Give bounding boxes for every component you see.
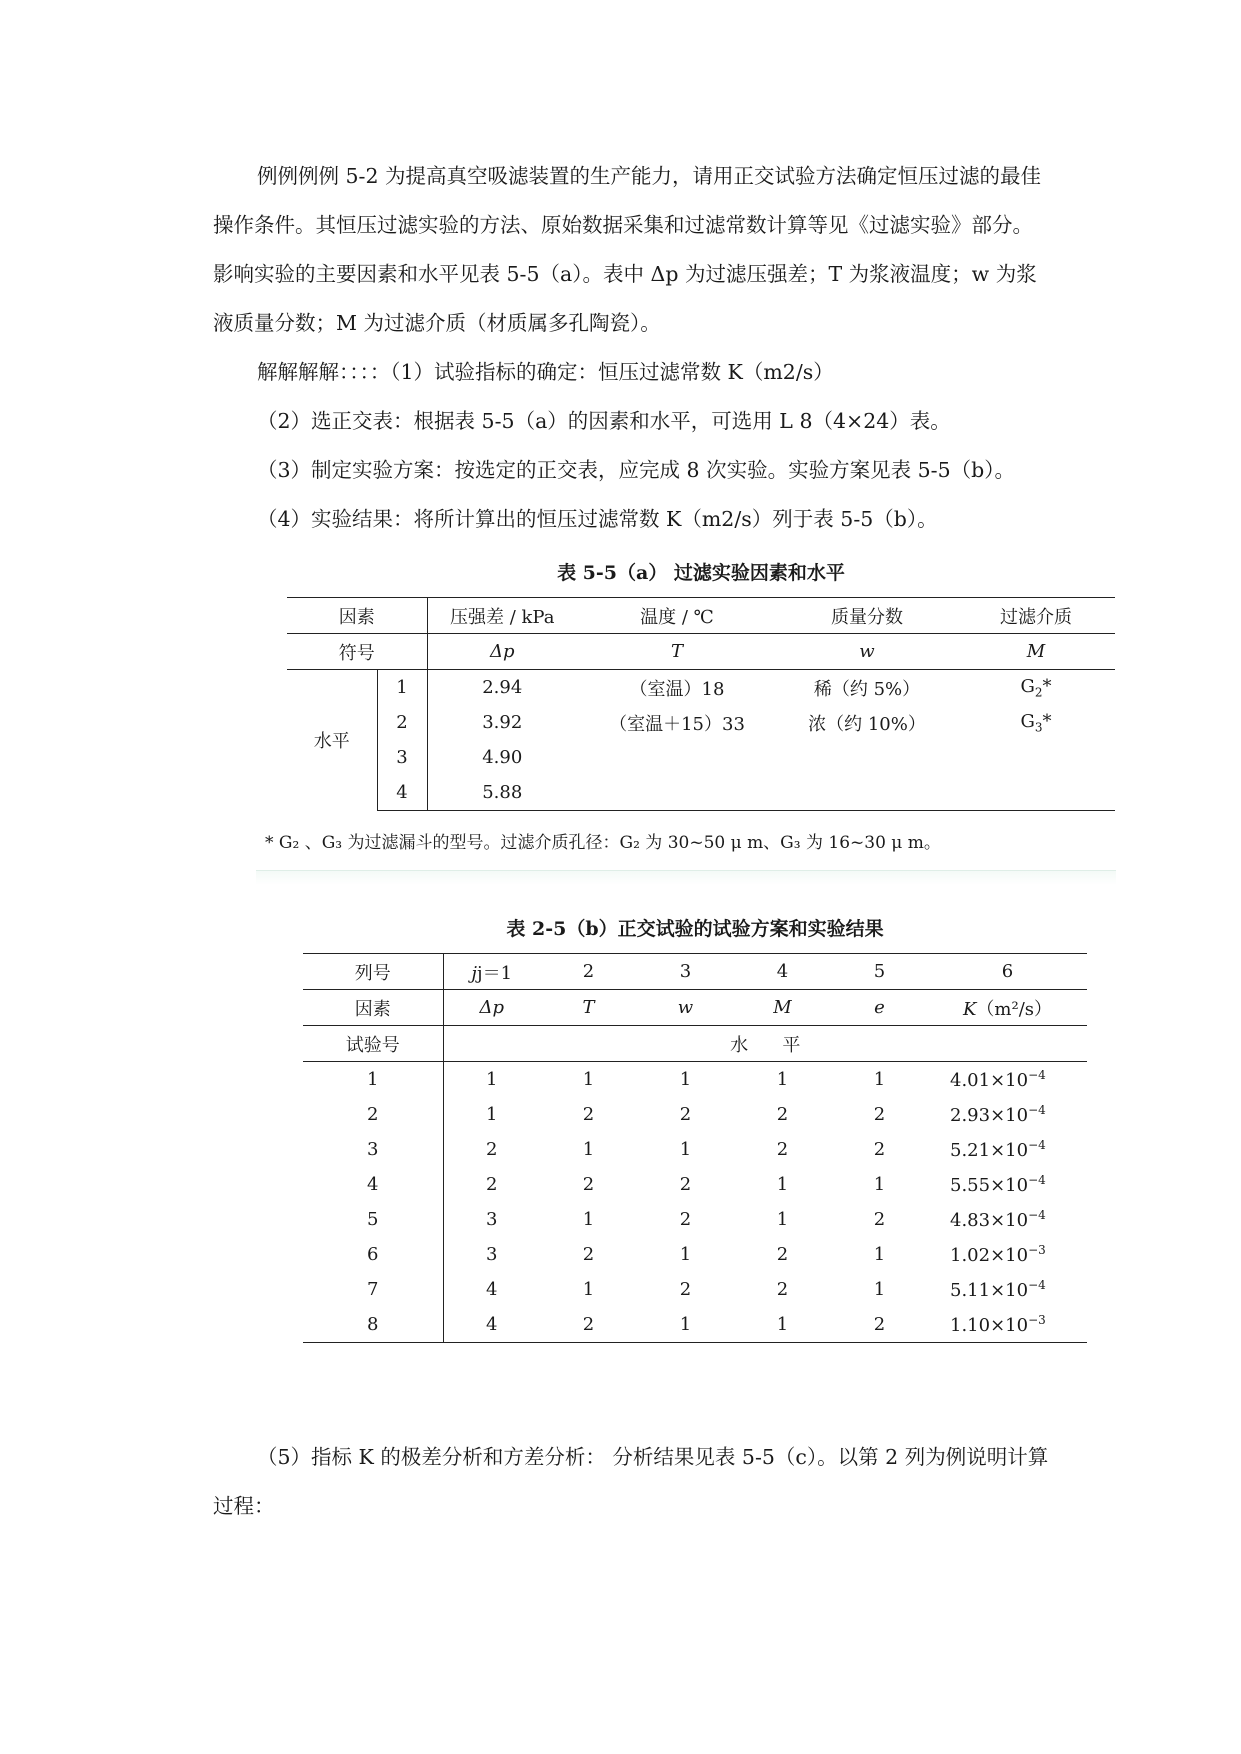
level-cell: 1 <box>486 1104 498 1125</box>
level-cell: 2 <box>540 1307 637 1343</box>
factor-label: 因素 <box>303 990 443 1026</box>
cell-dp: 5.88 <box>427 775 577 811</box>
k-value: $5.11\times 10^{-4}$ <box>950 1278 1046 1301</box>
cell-temp: （室温）18 <box>629 678 725 700</box>
header-level: 水平 <box>287 670 377 811</box>
level-cell: 2 <box>486 1139 498 1160</box>
table-row <box>287 634 1115 670</box>
table-row <box>287 670 1115 706</box>
cell-mass <box>777 740 957 775</box>
table-row <box>287 598 1115 634</box>
level-cell: 2 <box>776 1244 789 1265</box>
factor-e: e <box>831 990 928 1026</box>
level-cell: 1 <box>873 1069 886 1090</box>
trial-number: 1 <box>303 1062 443 1098</box>
symbol-m: M <box>957 634 1115 670</box>
trial-number: 2 <box>303 1097 443 1132</box>
trial-number: 8 <box>303 1307 443 1343</box>
step-4: （4）实验结果：将所计算出的恒压过滤常数 K（m2/s）列于表 5-5（b）。 <box>257 507 938 531</box>
level-cell: 1 <box>582 1069 595 1090</box>
level-cell: 2 <box>582 1244 595 1265</box>
symbol-w: w <box>777 634 957 670</box>
table-a-footnote: * G₂ 、G₃ 为过滤漏斗的型号。过滤介质孔径：G₂ 为 30~50 μ m、G₃ 为 16~30 μ m。 <box>265 833 941 853</box>
step-3: （3）制定实验方案：按选定的正交表，应完成 8 次实验。实验方案见表 5-5（b）。 <box>257 458 1016 482</box>
cell-mass: 稀（约 5%） <box>813 678 921 700</box>
level-cell: 2 <box>776 1139 789 1160</box>
table-row <box>303 1307 1087 1343</box>
level-label: 水 平 <box>443 1026 1087 1062</box>
level-cell: 1 <box>582 1209 595 1230</box>
level-cell: 1 <box>679 1139 692 1160</box>
symbol-dp: Δp <box>427 634 577 670</box>
header-factor: 因素 <box>287 598 427 634</box>
level-cell: 1 <box>637 1307 734 1343</box>
k-value: $2.93\times 10^{-4}$ <box>950 1103 1046 1126</box>
trial-number: 7 <box>303 1272 443 1307</box>
cell-dp: 3.92 <box>482 712 523 733</box>
table-row <box>303 1237 1087 1272</box>
cell-medium: $G_2*$ <box>1020 675 1052 700</box>
table-row <box>303 1097 1087 1132</box>
level-index: 3 <box>377 740 427 775</box>
col-number-label: 列号 <box>303 954 443 990</box>
level-index: 1 <box>377 670 427 706</box>
cell-dp: 2.94 <box>482 677 523 698</box>
level-cell: 1 <box>776 1069 789 1090</box>
level-cell: 3 <box>486 1209 498 1230</box>
level-cell: 1 <box>679 1069 692 1090</box>
symbol-t: T <box>577 634 777 670</box>
cell-mass: 浓（约 10%） <box>808 713 926 735</box>
cell-mass <box>777 775 957 811</box>
col-number: 4 <box>734 954 831 990</box>
col-number: 5 <box>831 954 928 990</box>
table-a-title: 表 5-5（a） 过滤实验因素和水平 <box>557 562 845 584</box>
level-cell: 4 <box>486 1279 498 1300</box>
factor-w: w <box>637 990 734 1026</box>
level-index: 4 <box>377 775 427 811</box>
level-cell: 1 <box>582 1139 595 1160</box>
cell-dp: 4.90 <box>482 747 523 768</box>
table-row <box>303 1167 1087 1202</box>
level-cell: 1 <box>776 1209 789 1230</box>
level-cell: 2 <box>582 1174 595 1195</box>
solution-heading: 解解解解：：：：（1）试验指标的确定：恒压过滤常数 K（m2/s） <box>257 360 834 384</box>
trial-number: 5 <box>303 1202 443 1237</box>
table-row <box>303 1202 1087 1237</box>
level-cell: 2 <box>582 1104 595 1125</box>
col-label-temperature: 温度 / ℃ <box>577 598 777 634</box>
col-number: jj＝1 <box>443 954 540 990</box>
col-label-filter-medium: 过滤介质 <box>957 598 1115 634</box>
level-cell: 1 <box>486 1069 498 1090</box>
level-cell: 2 <box>873 1104 886 1125</box>
level-cell: 1 <box>873 1174 886 1195</box>
k-value: $1.02\times 10^{-3}$ <box>950 1243 1046 1266</box>
k-value: $4.83\times 10^{-4}$ <box>950 1208 1046 1231</box>
table-row <box>303 954 1087 990</box>
orthogonal-test-table <box>303 953 1087 1343</box>
cell-temp <box>577 740 777 775</box>
level-cell: 2 <box>679 1174 692 1195</box>
level-cell: 1 <box>582 1279 595 1300</box>
level-cell: 2 <box>679 1279 692 1300</box>
step-2: （2）选正交表：根据表 5-5（a）的因素和水平，可选用 L 8（4×24）表。 <box>257 409 951 433</box>
table-row <box>303 1062 1087 1098</box>
level-cell: 2 <box>486 1174 498 1195</box>
header-symbol: 符号 <box>287 634 427 670</box>
col-number: 3 <box>637 954 734 990</box>
k-value: $5.21\times 10^{-4}$ <box>950 1138 1046 1161</box>
cell-temp <box>577 775 777 811</box>
table-row <box>303 1132 1087 1167</box>
k-value: $1.10\times 10^{-3}$ <box>928 1307 1087 1343</box>
level-index: 2 <box>377 705 427 740</box>
cell-temp: （室温＋15）33 <box>609 713 745 735</box>
table-row <box>303 1272 1087 1307</box>
table-row <box>287 705 1115 740</box>
level-cell: 2 <box>776 1104 789 1125</box>
intro-paragraph: 例例例例 5-2 为提高真空吸滤装置的生产能力，请用正交试验方法确定恒压过滤的最佳操作条件。其恒压过滤实验的方法、原始数据采集和过滤常数计算等见《过滤实验》部分。影响实验的主要因素和水平见表 5-5（a）。表中 Δp 为过滤压强差；T 为浆液温度；w 为浆液质量分数；M 为过滤介质（材质属多孔陶瓷）。 <box>213 164 1042 335</box>
col-number: 6 <box>928 954 1087 990</box>
table-row <box>303 990 1087 1026</box>
separator-band <box>256 870 1116 885</box>
level-cell: 1 <box>873 1279 886 1300</box>
cell-medium: $G_3*$ <box>1020 710 1052 735</box>
level-cell: 2 <box>873 1139 886 1160</box>
table-row <box>287 740 1115 775</box>
trial-label: 试验号 <box>303 1026 443 1062</box>
level-cell: 2 <box>679 1104 692 1125</box>
level-cell: 2 <box>679 1209 692 1230</box>
level-cell: 1 <box>873 1244 886 1265</box>
level-cell: 1 <box>679 1244 692 1265</box>
k-value: $4.01\times 10^{-4}$ <box>950 1068 1046 1091</box>
level-cell: 3 <box>486 1244 498 1265</box>
cell-medium <box>957 775 1115 811</box>
factor-t: T <box>540 990 637 1026</box>
table-row <box>303 1026 1087 1062</box>
col-number: 2 <box>540 954 637 990</box>
level-cell: 4 <box>443 1307 540 1343</box>
cell-medium <box>957 740 1115 775</box>
factor-k: K（m²/s） <box>928 990 1087 1026</box>
factor-dp: Δp <box>443 990 540 1026</box>
level-cell: 2 <box>873 1209 886 1230</box>
level-cell: 1 <box>776 1174 789 1195</box>
trial-number: 4 <box>303 1167 443 1202</box>
step-5-paragraph: （5）指标 K 的极差分析和方差分析： 分析结果见表 5-5（c）。以第 2 列为例说明计算过程： <box>213 1445 1049 1518</box>
factor-level-table <box>287 597 1115 811</box>
level-cell: 2 <box>776 1279 789 1300</box>
trial-number: 6 <box>303 1237 443 1272</box>
level-cell: 1 <box>734 1307 831 1343</box>
table-b-title: 表 2-5（b）正交试验的试验方案和实验结果 <box>506 918 884 940</box>
col-label-mass-fraction: 质量分数 <box>777 598 957 634</box>
table-row <box>287 775 1115 811</box>
k-value: $5.55\times 10^{-4}$ <box>950 1173 1046 1196</box>
trial-number: 3 <box>303 1132 443 1167</box>
col-label-pressure: 压强差 / kPa <box>427 598 577 634</box>
factor-m: M <box>734 990 831 1026</box>
level-cell: 2 <box>831 1307 928 1343</box>
